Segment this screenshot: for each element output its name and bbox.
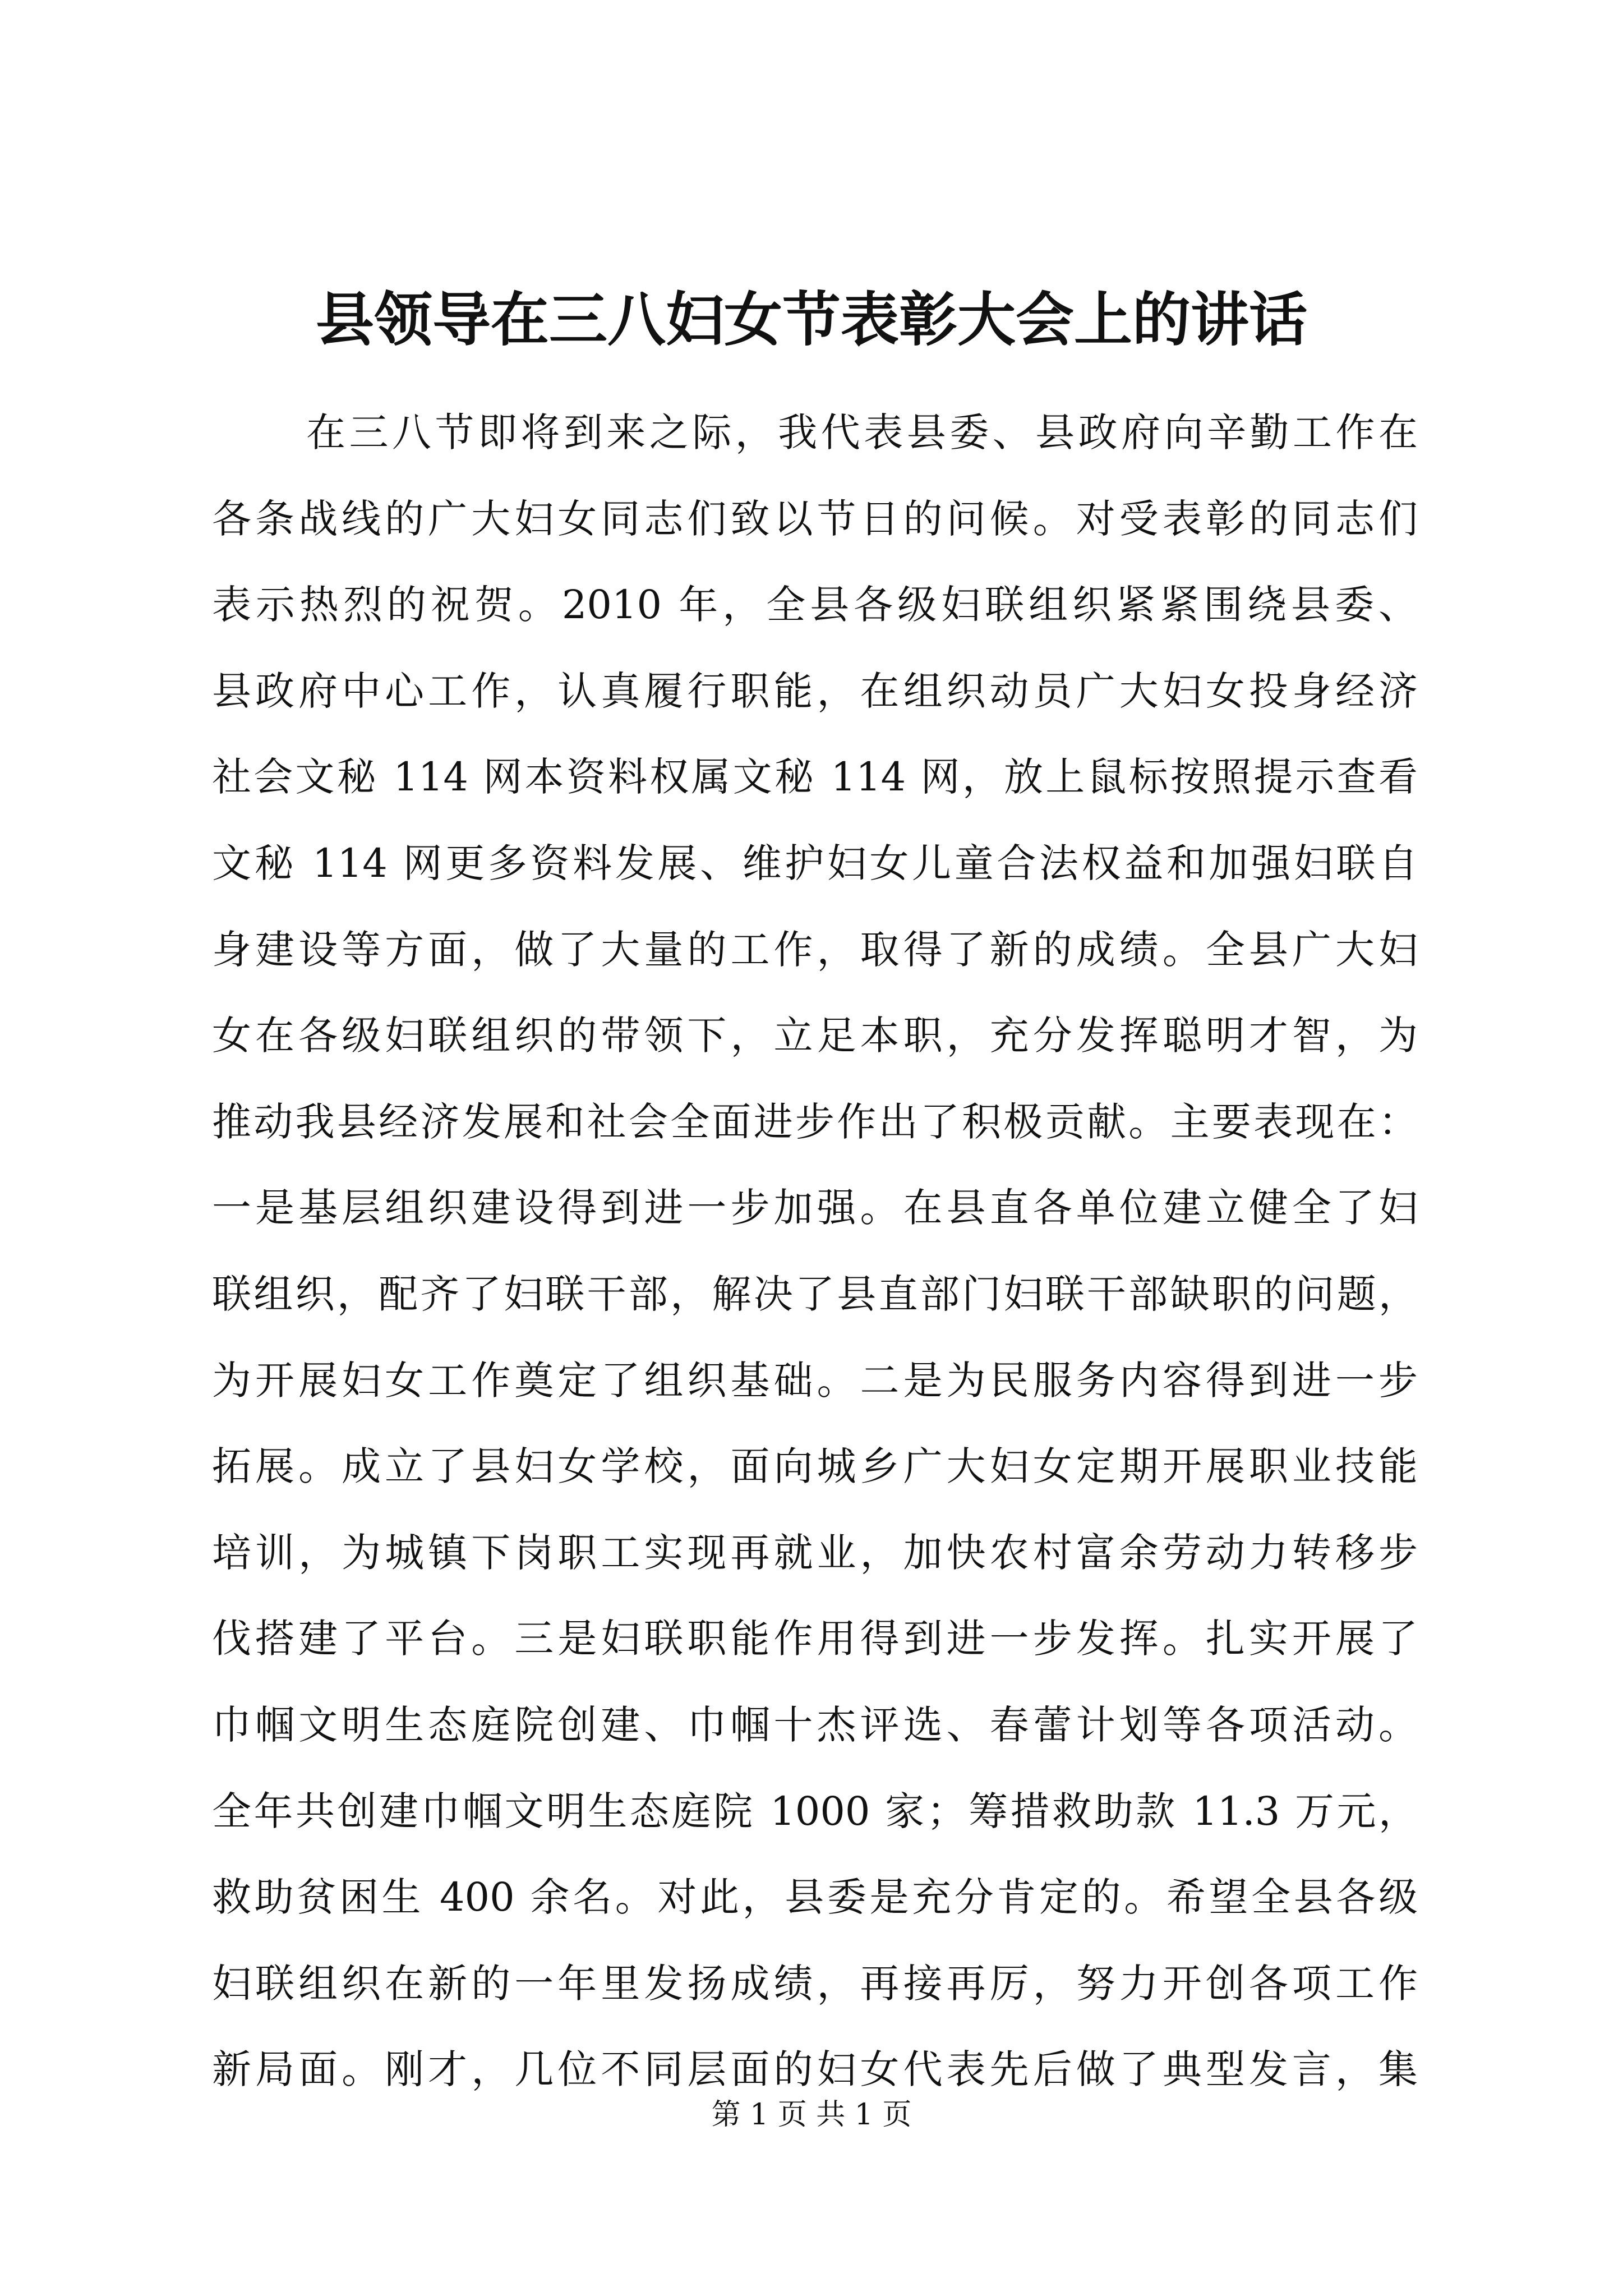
body-line: 新局面。刚才，几位不同层面的妇女代表先后做了典型发言，集: [212, 2046, 1418, 2093]
body-line: 社会文秘 114 网本资料权属文秘 114 网，放上鼠标按照提示查看: [212, 754, 1418, 800]
body-line: 联组织，配齐了妇联干部，解决了县直部门妇联干部缺职的问题，: [212, 1271, 1418, 1317]
body-line: 全年共创建巾帼文明生态庭院 1000 家；筹措救助款 11.3 万元，: [212, 1788, 1418, 1834]
body-line: 表示热烈的祝贺。2010 年，全县各级妇联组织紧紧围绕县委、: [212, 582, 1418, 628]
body-line: 女在各级妇联组织的带领下，立足本职，充分发挥聪明才智，为: [212, 1013, 1418, 1059]
body-line: 在三八节即将到来之际，我代表县委、县政府向辛勤工作在: [306, 409, 1418, 455]
document-title: 县领导在三八妇女节表彰大会上的讲话: [315, 285, 1307, 354]
body-line: 妇联组织在新的一年里发扬成绩，再接再厉，努力开创各项工作: [212, 1960, 1418, 2007]
body-line: 推动我县经济发展和社会全面进步作出了积极贡献。主要表现在：: [212, 1098, 1418, 1145]
body-line: 身建设等方面，做了大量的工作，取得了新的成绩。全县广大妇: [212, 926, 1418, 973]
body-line: 各条战线的广大妇女同志们致以节日的问候。对受表彰的同志们: [212, 495, 1418, 542]
body-line: 培训，为城镇下岗职工实现再就业，加快农村富余劳动力转移步: [212, 1529, 1418, 1576]
page-number-footer: 第 1 页 共 1 页: [711, 2098, 912, 2132]
body-line: 文秘 114 网更多资料发展、维护妇女儿童合法权益和加强妇联自: [212, 840, 1418, 886]
body-line: 拓展。成立了县妇女学校，面向城乡广大妇女定期开展职业技能: [212, 1443, 1418, 1490]
body-line: 为开展妇女工作奠定了组织基础。二是为民服务内容得到进一步: [212, 1357, 1418, 1404]
body-line: 救助贫困生 400 余名。对此，县委是充分肯定的。希望全县各级: [212, 1874, 1418, 1921]
body-line: 巾帼文明生态庭院创建、巾帼十杰评选、春蕾计划等各项活动。: [212, 1701, 1418, 1748]
body-paragraph: [212, 390, 1418, 2113]
body-line: 县政府中心工作，认真履行职能，在组织动员广大妇女投身经济: [212, 668, 1418, 714]
body-line: 一是基层组织建设得到进一步加强。在县直各单位建立健全了妇: [212, 1185, 1418, 1231]
body-line: 伐搭建了平台。三是妇联职能作用得到进一步发挥。扎实开展了: [212, 1616, 1418, 1662]
